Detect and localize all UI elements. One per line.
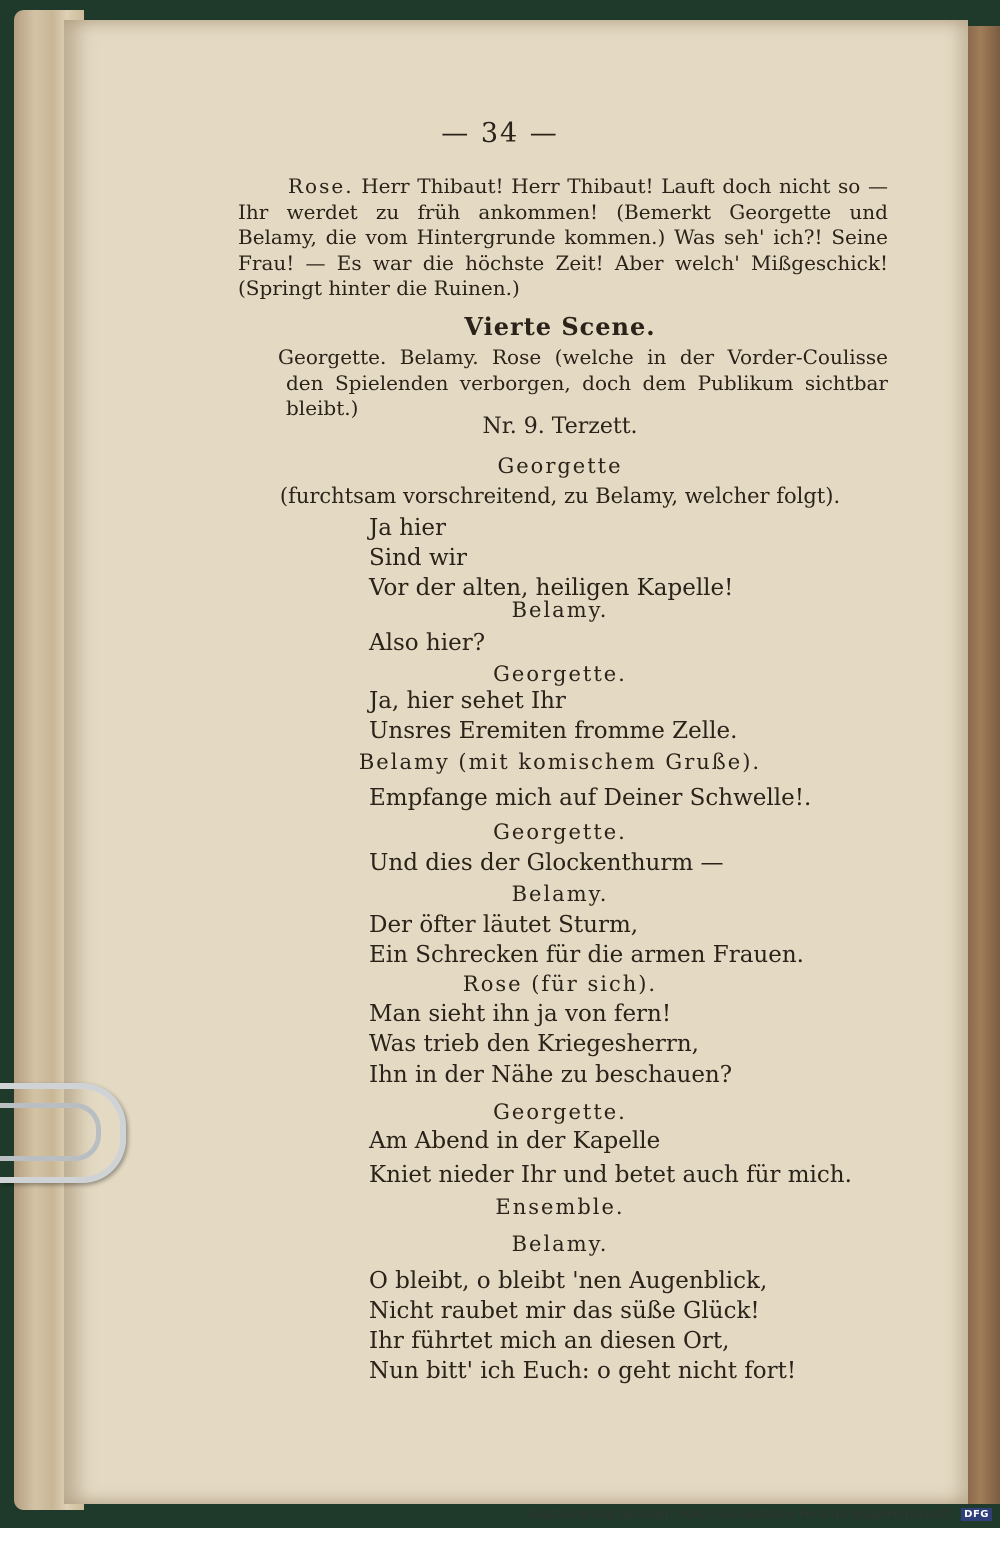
footer-text: Digitalisierung gefördert durch die Deutsche Forschungsgemeinschaft - — [528, 1507, 958, 1521]
scene-cast — [238, 345, 888, 422]
verse-line: Ja, hier sehet Ihr — [369, 688, 566, 714]
number-title: Nr. 9. Terzett. — [482, 414, 638, 439]
speaker-label: Rose (für sich). — [462, 972, 658, 996]
stage-direction-rose — [238, 174, 888, 302]
speaker-label: Belamy. — [511, 882, 609, 906]
facing-page-edge — [968, 26, 1000, 1504]
verse-line: Nun bitt' ich Euch: o geht nicht fort! — [369, 1358, 797, 1384]
verse-line: Der öfter läutet Sturm, — [369, 912, 639, 938]
footer — [528, 1504, 992, 1524]
speaker-label: Georgette. — [493, 662, 627, 686]
speaker-label: Belamy (mit komischem Gruße). — [358, 750, 762, 774]
verse-line: Was trieb den Kriegesherrn, — [369, 1031, 699, 1057]
speaker-label: Rose. — [288, 174, 354, 198]
verse-line: Am Abend in der Kapelle — [369, 1128, 661, 1154]
paper-clip-icon — [0, 1083, 126, 1183]
verse-line: O bleibt, o bleibt 'nen Augenblick, — [369, 1268, 768, 1294]
page-number: — 34 — — [441, 118, 559, 149]
verse-line: Nicht raubet mir das süße Glück! — [369, 1298, 760, 1324]
verse-line: Empfange mich auf Deiner Schwelle!. — [369, 785, 812, 811]
dfg-logo: DFG — [961, 1508, 992, 1521]
scene-cast-text: Georgette. Belamy. Rose (welche in der Vorder-Coulisse den Spielenden verborgen, doch dem Publikum sichtbar bleibt.) — [278, 345, 888, 420]
stage-direction: (furchtsam vorschreitend, zu Belamy, welcher folgt). — [279, 484, 841, 508]
verse-line: Man sieht ihn ja von fern! — [369, 1001, 672, 1027]
speaker-label: Ensemble. — [495, 1195, 625, 1219]
verse-line: Ihr führtet mich an diesen Ort, — [369, 1328, 730, 1354]
speaker-label: Georgette — [497, 454, 623, 478]
verse-line: Unsres Eremiten fromme Zelle. — [369, 718, 738, 744]
speaker-label: Belamy. — [511, 598, 609, 622]
verse-line: Also hier? — [369, 630, 486, 656]
verse-line: Vor der alten, heiligen Kapelle! — [369, 575, 734, 601]
verse-line: Ja hier — [369, 515, 447, 541]
scene-heading: Vierte Scene. — [464, 312, 656, 341]
prose-text: Herr Thibaut! Herr Thibaut! Lauft doch nicht so — Ihr werdet zu früh ankommen! (Bemerkt Georgette und Belamy, die vom Hintergrunde kommen.) Was seh' ich?! Seine Frau! — Es war die höchste Zeit! Aber welch' Mißgeschick! (Springt hinter die Ruinen.) — [238, 174, 888, 300]
verse-line: Kniet nieder Ihr und betet auch für mich. — [369, 1162, 852, 1188]
verse-line: Sind wir — [369, 545, 467, 571]
speaker-label: Belamy. — [511, 1232, 609, 1256]
verse-line: Ein Schrecken für die armen Frauen. — [369, 942, 804, 968]
speaker-label: Georgette. — [493, 820, 627, 844]
verse-line: Und dies der Glockenthurm — — [369, 850, 724, 876]
verse-line: Ihn in der Nähe zu beschauen? — [369, 1062, 733, 1088]
speaker-label: Georgette. — [493, 1100, 627, 1124]
